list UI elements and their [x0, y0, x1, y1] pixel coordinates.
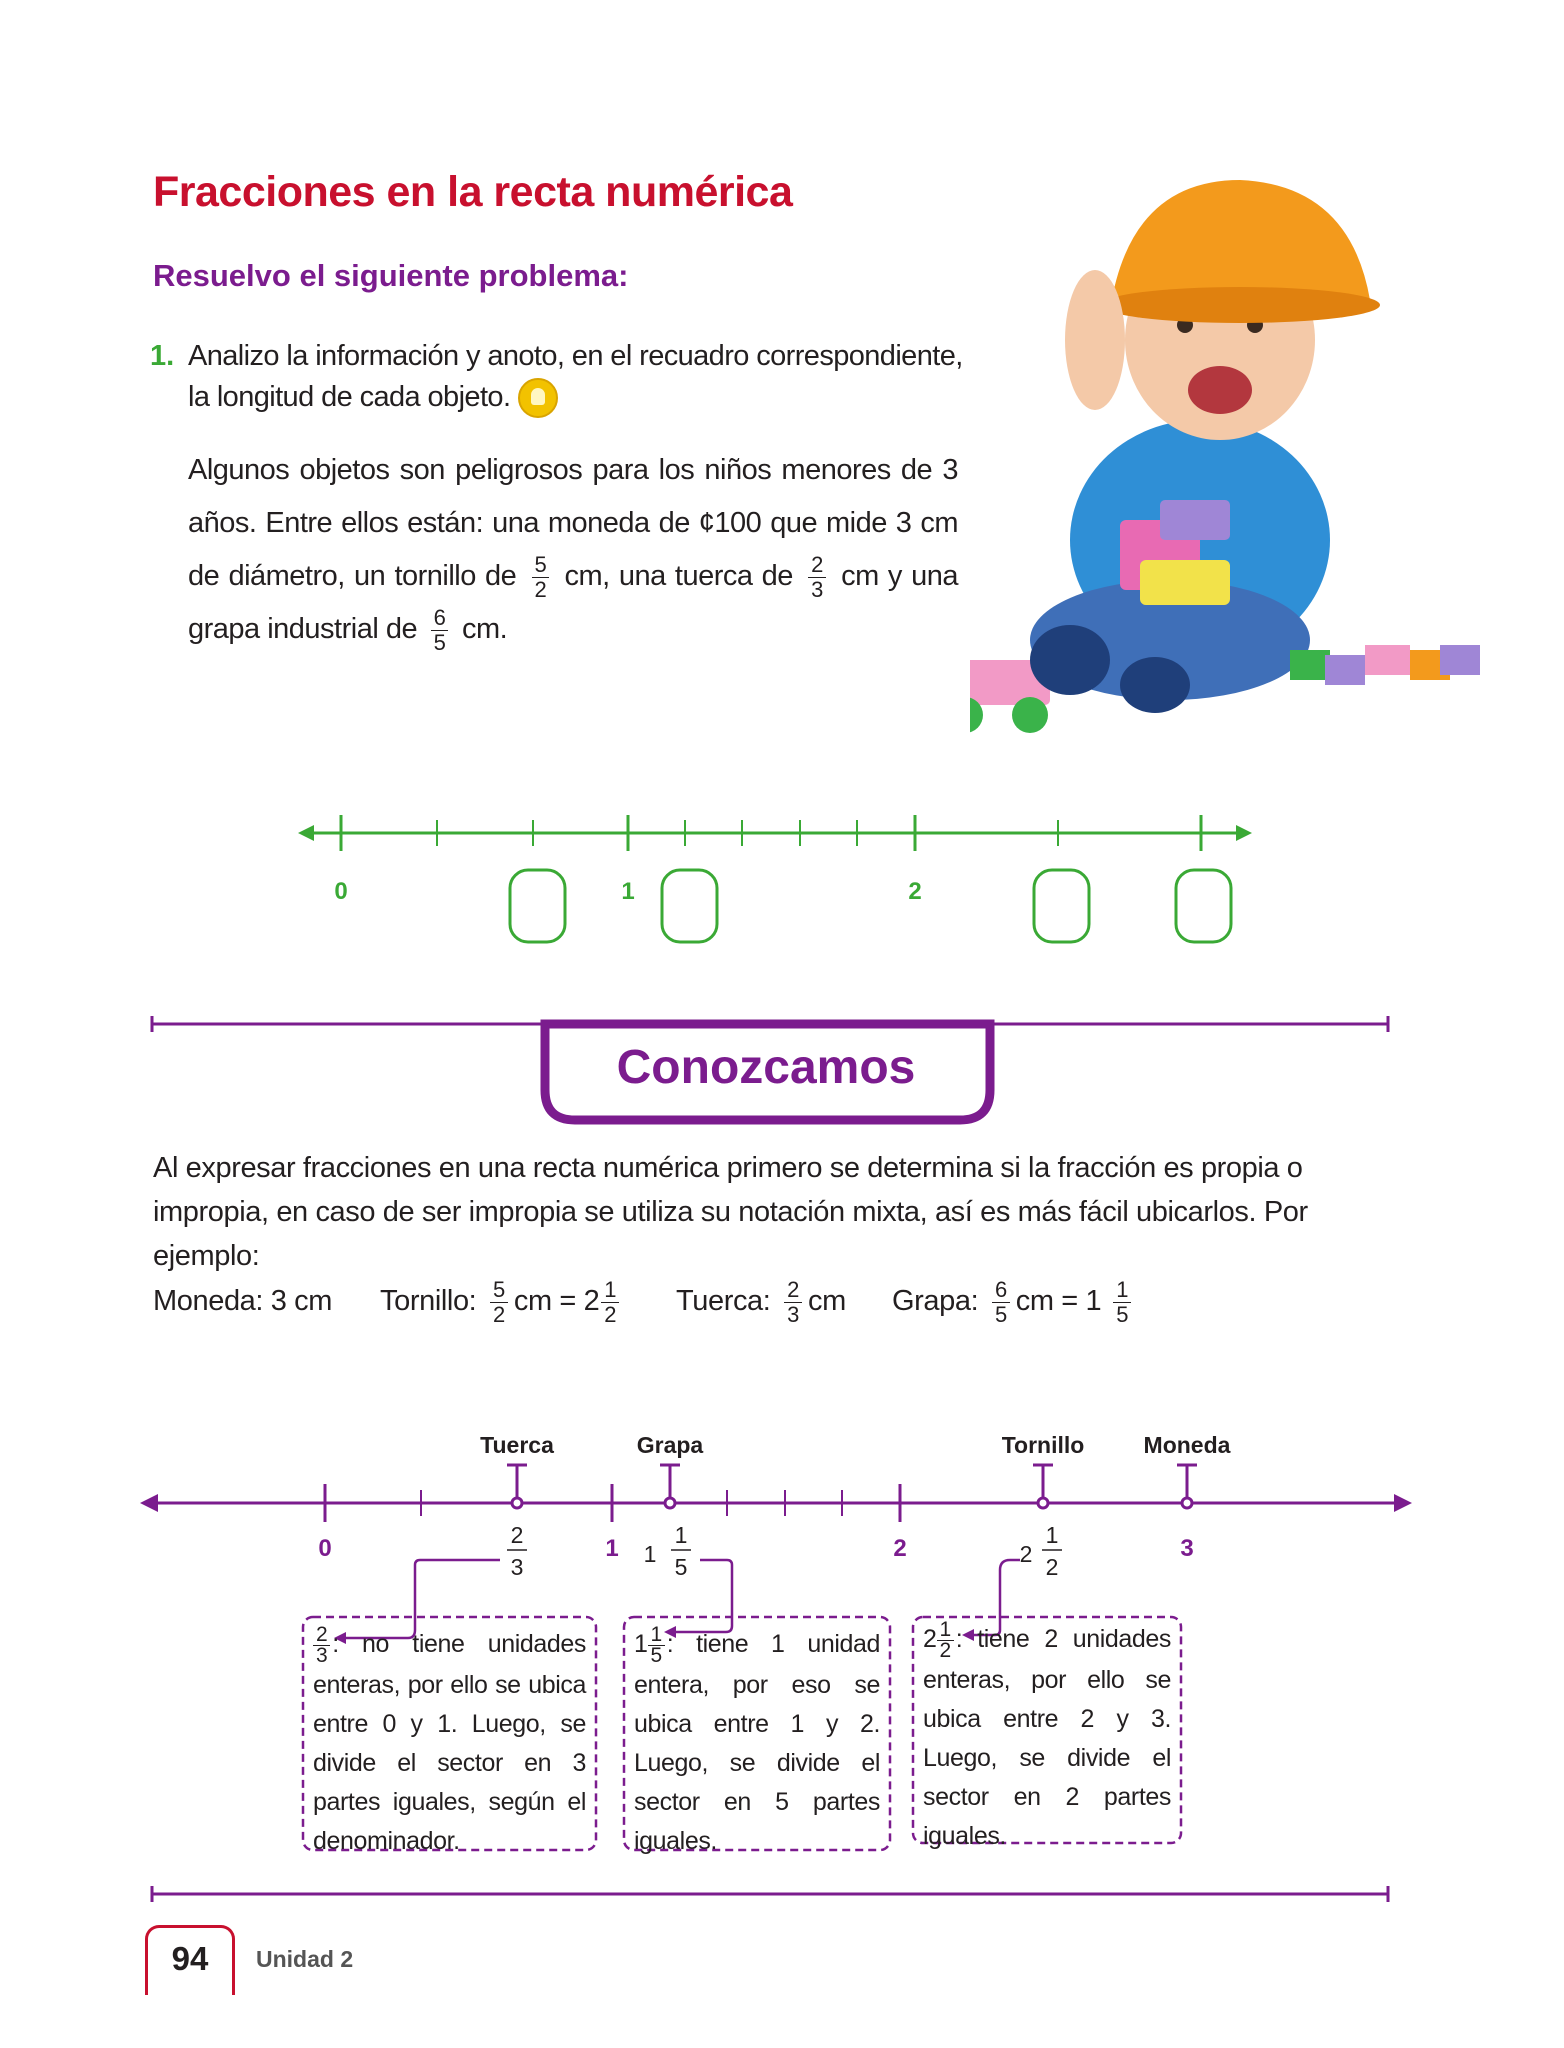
fraction-numerator: 1	[1113, 1278, 1131, 1303]
note-body: : tiene 2 unidades enteras, por ello se ubica entre 2 y 3. Luego, se divide el sector en 2 partes iguales.	[923, 1625, 1171, 1850]
fraction	[601, 1278, 619, 1327]
fraction-numerator: 5	[490, 1278, 508, 1303]
conozcamos-label: Conozcamos	[616, 1041, 916, 1094]
note-body: : no tiene unidades enteras, por ello se ubica entre 0 y 1. Luego, se divide el sector en 3 partes iguales, según el denominador.	[313, 1630, 586, 1855]
lightbulb-icon	[518, 378, 558, 418]
value-grapa-den: 5	[674, 1554, 688, 1580]
value-tornillo-den: 2	[1045, 1554, 1059, 1580]
fraction-denominator: 3	[811, 576, 823, 602]
question-statement: Analizo la información y anoto, en el recuadro correspondiente, la longitud de cada objeto.	[188, 340, 963, 413]
example-label: Tornillo:	[380, 1285, 477, 1318]
marker-tuerca-point	[512, 1498, 522, 1508]
top-number-line	[290, 800, 1270, 960]
tick-label-2: 2	[908, 878, 922, 905]
note-whole: 2	[923, 1625, 937, 1654]
fraction-denominator: 5	[433, 629, 446, 655]
example-tornillo	[380, 1278, 625, 1327]
fraction-numerator: 5	[532, 553, 550, 578]
value-tuerca-num: 2	[510, 1522, 524, 1548]
answer-box-4[interactable]	[1176, 870, 1231, 942]
fraction	[313, 1625, 330, 1666]
marker-label-tornillo: Tornillo	[1001, 1432, 1085, 1458]
fraction-numerator: 1	[601, 1278, 619, 1303]
fraction	[937, 1620, 954, 1661]
fraction-numerator: 6	[992, 1278, 1010, 1303]
fraction	[1113, 1278, 1131, 1327]
fraction-denominator: 5	[650, 1644, 662, 1667]
marker-moneda-point	[1182, 1498, 1192, 1508]
fraction	[784, 1278, 802, 1327]
integer-label-3: 3	[1180, 1535, 1194, 1562]
answer-box-1[interactable]	[510, 870, 565, 942]
marker-grapa-point	[665, 1498, 675, 1508]
fraction-numerator: 1	[937, 1620, 954, 1641]
value-tuerca-den: 3	[510, 1554, 524, 1580]
paragraph-part4: cm.	[461, 613, 508, 645]
fraction	[490, 1278, 508, 1327]
tick-label-1: 1	[621, 878, 635, 905]
fraction-denominator: 5	[994, 1302, 1007, 1327]
unit-label: Unidad 2	[256, 1946, 354, 1972]
fraction-denominator: 5	[1116, 1302, 1129, 1327]
fraction-denominator: 2	[939, 1639, 951, 1662]
marker-label-moneda: Moneda	[1143, 1432, 1231, 1458]
answer-box-3[interactable]	[1034, 870, 1089, 942]
fraction-numerator: 6	[431, 606, 449, 631]
value-tornillo-num: 1	[1045, 1522, 1059, 1548]
example-moneda: Moneda: 3 cm	[153, 1285, 332, 1317]
note-text-tuerca	[313, 1625, 586, 1861]
value-grapa-num: 1	[674, 1522, 688, 1548]
marker-label-tuerca: Tuerca	[480, 1432, 554, 1458]
fraction-numerator: 2	[313, 1625, 330, 1646]
marker-tornillo-point	[1038, 1498, 1048, 1508]
arrow-right-icon	[1236, 825, 1252, 841]
conozcamos-explanation: Al expresar fracciones en una recta numérica primero se determina si la fracción es propia o impropia, en caso de ser impropia se utiliza su notación mixta, así es más fácil ubicarlos. Por ejemplo:	[153, 1152, 1308, 1272]
example-equation: cm = 2	[513, 1285, 600, 1318]
example-label: Grapa:	[892, 1285, 979, 1318]
arrow-right-icon	[1394, 1494, 1412, 1512]
integer-label-1: 1	[605, 1535, 619, 1562]
note-body: : tiene 1 unidad entera, por eso se ubica entre 1 y 2. Luego, se divide el sector en 5 partes iguales.	[634, 1630, 880, 1855]
fraction	[992, 1278, 1010, 1327]
paragraph-part2: cm, una tuerca de	[564, 560, 793, 592]
fraction	[648, 1625, 665, 1666]
fraction-numerator: 2	[784, 1278, 802, 1303]
paragraph-part3: cm y una grapa industrial de	[188, 560, 958, 645]
value-grapa-whole: 1	[643, 1541, 657, 1567]
example-equation: cm = 1	[1015, 1285, 1102, 1318]
paragraph-part1: Algunos objetos son peligrosos para los niños menores de 3 años. Entre ellos están: una moneda de ¢100 que mide 3 cm de diámetro, un tornillo de	[188, 454, 958, 592]
fraction-denominator: 2	[493, 1302, 505, 1327]
example-grapa	[892, 1278, 1137, 1327]
footer-divider	[140, 1880, 1400, 1910]
example-unit: cm	[807, 1285, 846, 1318]
section-subtitle: Resuelvo el siguiente problema:	[153, 258, 629, 293]
fraction-denominator: 2	[604, 1302, 617, 1327]
fraction-tuerca	[808, 553, 826, 602]
fraction-numerator: 2	[808, 553, 826, 578]
page-title: Fracciones en la recta numérica	[153, 168, 793, 216]
tick-label-0: 0	[334, 878, 348, 905]
integer-label-0: 0	[318, 1535, 332, 1562]
answer-box-2[interactable]	[662, 870, 717, 942]
note-text-tornillo	[923, 1620, 1171, 1856]
child-with-helmet-illustration	[970, 140, 1490, 740]
arrow-left-icon	[298, 825, 314, 841]
problem-paragraph	[188, 444, 958, 656]
page-number: 94	[145, 1925, 235, 1995]
question-text	[188, 336, 968, 418]
fraction-denominator: 3	[787, 1302, 799, 1327]
fraction-denominator: 2	[534, 576, 547, 602]
value-tornillo-whole: 2	[1019, 1541, 1033, 1567]
example-tuerca	[676, 1278, 846, 1327]
fraction-denominator: 3	[316, 1644, 328, 1667]
note-text-grapa	[634, 1625, 880, 1861]
fraction-tornillo	[532, 553, 550, 602]
question-number: 1.	[150, 340, 175, 372]
integer-label-2: 2	[893, 1535, 907, 1562]
note-whole: 1	[634, 1630, 648, 1659]
marker-label-grapa: Grapa	[636, 1432, 704, 1458]
fraction-numerator: 1	[648, 1625, 665, 1646]
fraction-grapa	[431, 606, 449, 655]
example-label: Tuerca:	[676, 1285, 771, 1318]
arrow-left-icon	[140, 1494, 158, 1512]
